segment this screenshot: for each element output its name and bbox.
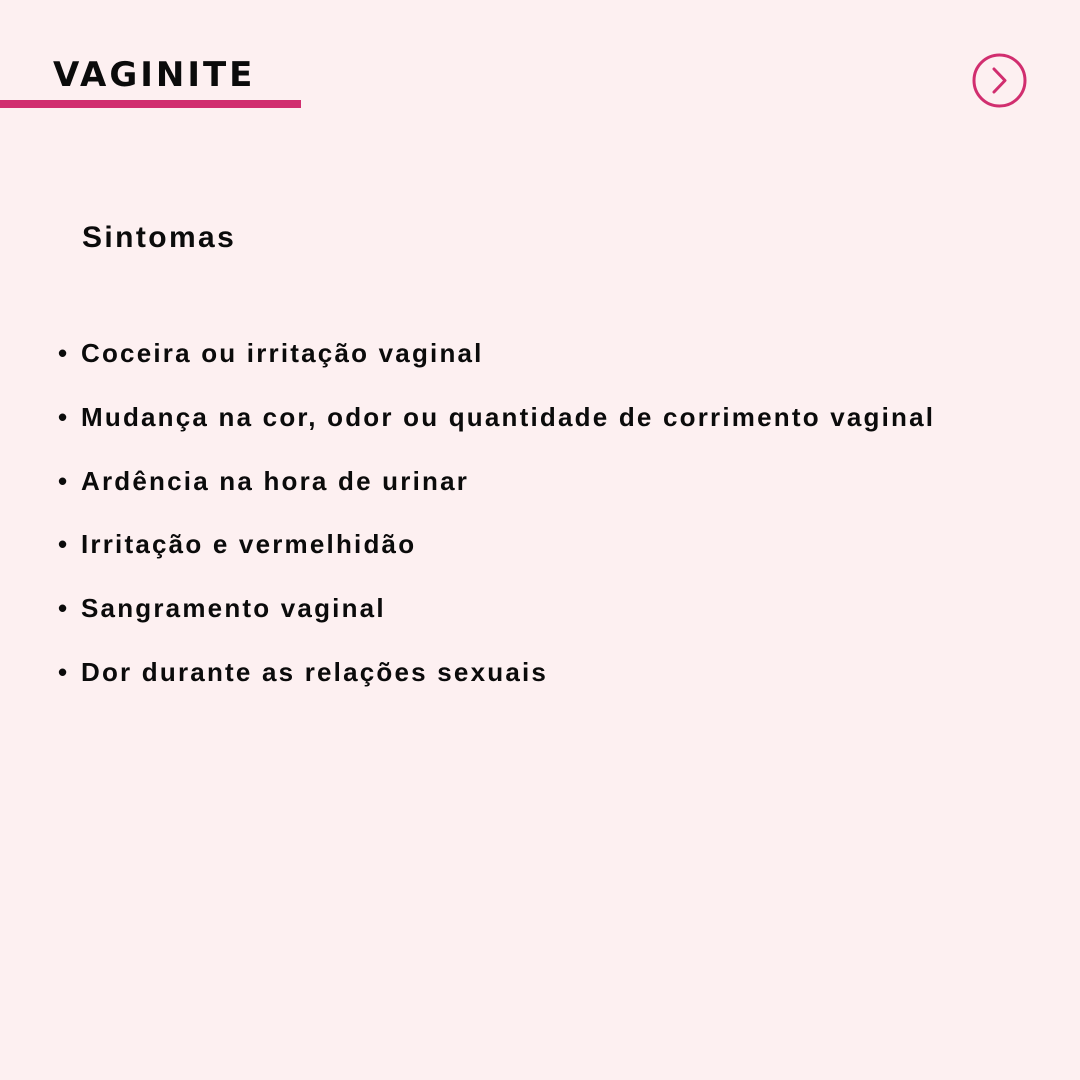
list-item	[58, 591, 935, 655]
symptom-text: Mudança na cor, odor ou quantidade de corrimento vaginal	[81, 401, 936, 432]
symptom-text: Ardência na hora de urinar	[81, 465, 470, 496]
symptom-text: Coceira ou irritação vaginal	[81, 338, 484, 368]
bullet: •	[58, 656, 70, 687]
list-item	[58, 527, 935, 591]
symptom-text: Irritação e vermelhidão	[81, 529, 417, 560]
symptom-list	[58, 336, 935, 719]
page-title: VAGINITE	[53, 55, 256, 95]
list-item	[58, 336, 935, 400]
next-button[interactable]	[972, 53, 1027, 108]
symptom-text: Dor durante as relações sexuais	[81, 656, 549, 687]
list-item	[58, 464, 935, 528]
bullet: •	[58, 593, 70, 624]
section-heading: Sintomas	[82, 221, 237, 254]
bullet: •	[58, 529, 70, 560]
title-underline	[0, 100, 301, 108]
symptom-text: Sangramento vaginal	[81, 593, 386, 624]
bullet: •	[58, 401, 70, 432]
list-item	[58, 400, 935, 464]
bullet: •	[58, 338, 70, 368]
chevron-right-circle-icon	[972, 53, 1027, 108]
list-item	[58, 655, 935, 719]
bullet: •	[58, 465, 70, 496]
